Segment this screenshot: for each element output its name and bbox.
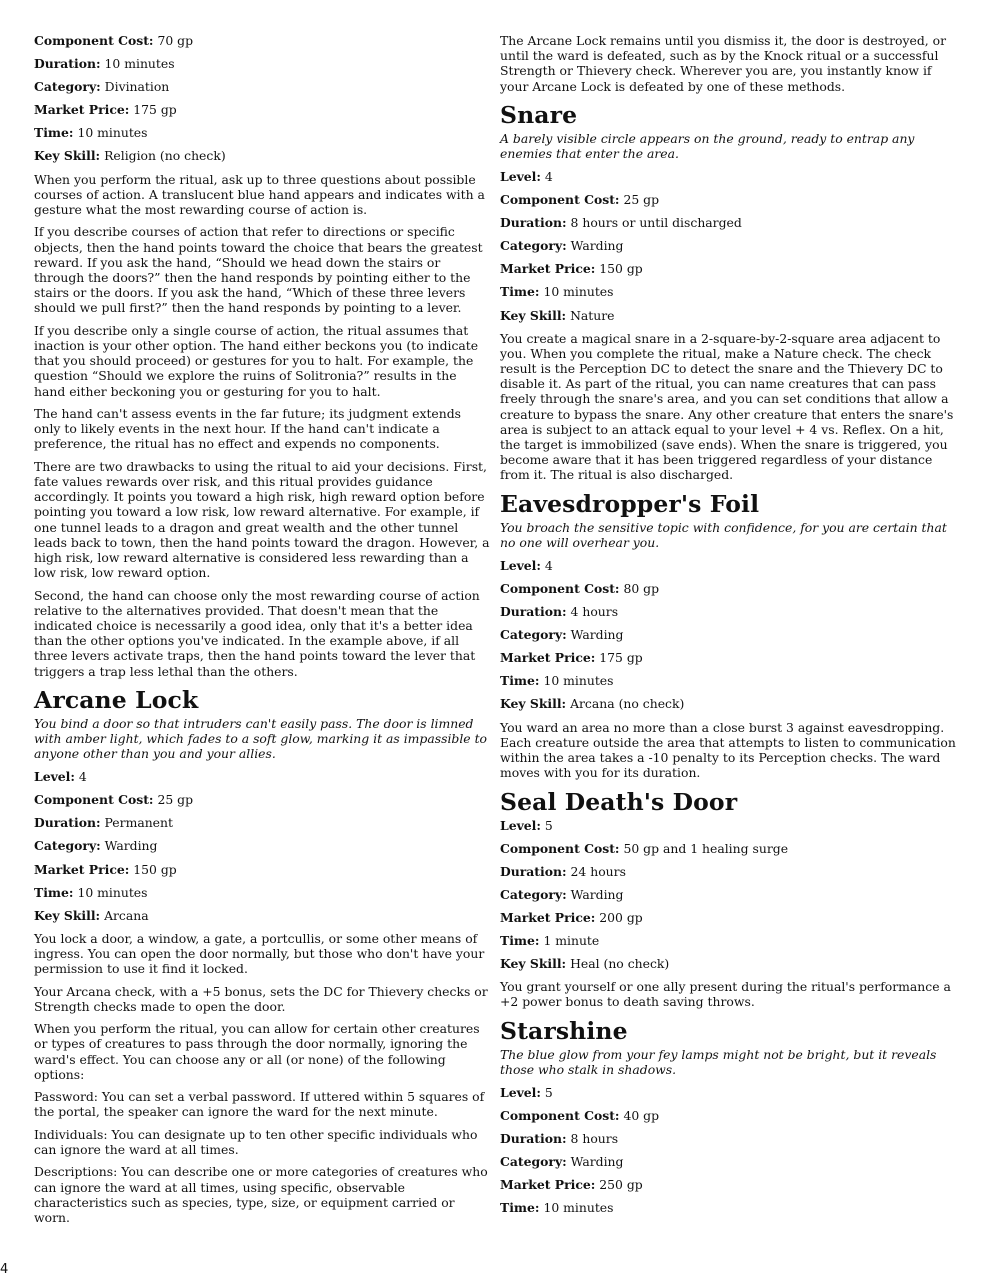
stat-line: Time: 1 minute (500, 933, 600, 948)
stat-line: Market Price: 200 gp (500, 909, 643, 925)
flavor-text: The blue glow from your fey lamps might not be bright, but it reveals those who stalk in shadows. (500, 1046, 937, 1077)
paragraph: You lock a door, a window, a gate, a portcullis, or some other means of ingress. You can open the door normally, but those who don't have your permission to use it find it locked. (34, 930, 485, 977)
stat-line: Level: 4 (500, 169, 553, 184)
stat-line: Duration: 10 minutes (34, 56, 175, 72)
stat-line: Key Skill: Heal (no check) (500, 956, 670, 972)
paragraph: Your Arcana check, with a +5 bonus, sets the DC for Thievery checks or Strength checks made to open the door. (34, 983, 488, 1014)
paragraph: When you perform the ritual, ask up to three questions about possible courses of action. A translucent blue hand appears and indicates with a gesture what the most rewarding course of action is. (34, 171, 485, 217)
paragraph: Password: You can set a verbal password. If uttered within 5 squares of the portal, the speaker can ignore the ward for the next minute. (34, 1089, 485, 1120)
section-heading-eavesdroppers-foil: Eavesdropper's Foil (500, 489, 760, 518)
paragraph: You ward an area no more than a close burst 3 against eavesdropping. Each creature outside the area that attempts to listen to communication within the area takes a -10 penalty to its Perception checks. The ward moves with you for its duration. (500, 719, 956, 781)
stat-line: Category: Warding (500, 886, 624, 902)
section-heading-starshine: Starshine (500, 1016, 628, 1045)
page-number: 4 (0, 1262, 9, 1277)
stat-line: Category: Warding (500, 238, 624, 254)
stat-line: Time: 10 minutes (500, 284, 614, 300)
stat-line: Category: Warding (500, 1154, 624, 1170)
paragraph: The Arcane Lock remains until you dismiss it, the door is destroyed, or until the ward is defeated, such as by the Knock ritual or a successful Strength or Thievery check. Wherever you are, you instantly know if your Arcane Lock is defeated by one of these methods. (500, 33, 947, 94)
left-column (34, 33, 490, 1232)
stat-line: Level: 4 (500, 557, 553, 573)
paragraph: You create a magical snare in a 2-square-by-2-square area adjacent to you. When you complete the ritual, make a Nature check. The check result is the Perception DC to detect the snare and the Thievery DC to disable it. As part of the ritual, you can name creatures that can pass freely through the snare's area, and you can set conditions that allow a creature to bypass the snare. Any other creature that enters the snare's area is subject to an attack equal to your level + 4 vs. Reflex. On a hit, the target is immobilized (save ends). When the snare is triggered, you become aware that it has been triggered regardless of your distance from it. The ritual is also discharged. (500, 330, 954, 483)
section-heading-seal-deaths-door: Seal Death's Door (500, 787, 738, 816)
stat-line: Market Price: 175 gp (34, 102, 177, 118)
flavor-text: A barely visible circle appears on the ground, ready to entrap any enemies that enter the area. (500, 131, 915, 162)
stat-line: Duration: Permanent (34, 815, 173, 831)
stat-line: Time: 10 minutes (500, 673, 614, 689)
stat-line: Level: 5 (500, 817, 553, 833)
stat-line: Component Cost: 70 gp (34, 33, 194, 48)
stat-line: Component Cost: 25 gp (500, 192, 660, 208)
stat-line: Duration: 8 hours (500, 1130, 619, 1146)
paragraph: Descriptions: You can describe one or more categories of creatures who can ignore the ward at all times, using specific, observable characteristics such as species, type, size, or equipment carried or worn. (34, 1164, 488, 1226)
stat-line: Key Skill: Nature (500, 307, 615, 323)
stat-line: Level: 4 (34, 769, 87, 785)
paragraph: You grant yourself or one ally present during the ritual's performance a +2 power bonus to death saving throws. (500, 979, 951, 1010)
stat-line: Time: 10 minutes (500, 1200, 614, 1216)
paragraph: Individuals: You can designate up to ten other specific individuals who can ignore the ward at all times. (34, 1126, 478, 1158)
section-heading-arcane-lock: Arcane Lock (34, 685, 199, 714)
stat-line: Category: Warding (34, 838, 158, 854)
stat-line: Category: Warding (500, 627, 624, 643)
stat-line: Key Skill: Religion (no check) (34, 148, 226, 164)
stat-line: Market Price: 150 gp (500, 261, 643, 277)
paragraph: Second, the hand can choose only the most rewarding course of action relative to the alternatives provided. That doesn't mean that the indicated choice is necessarily a good idea, only that it's a better idea than the other options you've indicated. In the example above, if all three levers activate traps, then the hand points toward the lever that triggers a trap less lethal than the others. (34, 587, 480, 679)
stat-line: Key Skill: Arcana (no check) (500, 696, 685, 712)
right-column (500, 33, 956, 1223)
flavor-text: You broach the sensitive topic with confidence, for you are certain that no one will overhear you. (500, 519, 947, 551)
paragraph: When you perform the ritual, you can allow for certain other creatures or types of creatures to pass through the door normally, ignoring the ward's effect. You can choose any or all (or none) of the following options: (34, 1021, 480, 1082)
flavor-text: You bind a door so that intruders can't easily pass. The door is limned with amber light, which fades to a soft glow, marking it as impassible to anyone other than you and your allies. (34, 715, 488, 762)
stat-line: Component Cost: 25 gp (34, 792, 194, 808)
stat-line: Component Cost: 50 gp and 1 healing surge (500, 840, 789, 856)
paragraph: The hand can't assess events in the far future; its judgment extends only to likely events in the next hour. If the hand can't indicate a preference, the ritual has no effect and expends no components. (34, 405, 462, 452)
section-heading-snare: Snare (500, 101, 578, 129)
stat-line: Level: 5 (500, 1084, 553, 1100)
paragraph: If you describe only a single course of action, the ritual assumes that inaction is your other option. The hand either beckons you (to indicate that you should proceed) or gestures for you to halt. For example, the question “Should we explore the ruins of Solitronia?” results in the hand either beckoning you or gesturing for you to halt. (34, 322, 479, 399)
stat-line: Key Skill: Arcana (34, 907, 149, 923)
stat-line: Component Cost: 80 gp (500, 580, 660, 596)
stat-line: Duration: 4 hours (500, 604, 619, 620)
stat-line: Market Price: 150 gp (34, 861, 177, 877)
paragraph: There are two drawbacks to using the ritual to aid your decisions. First, fate values rewards over risk, and this ritual provides guidance accordingly. It points you toward a high risk, high reward option before pointing you toward a low risk, low reward alternative. For example, if one tunnel leads to a dragon and great wealth and the other tunnel leads back to town, then the hand points toward the dragon. However, a high risk, low reward alternative is considered less rewarding than a low risk, low reward option. (34, 458, 490, 581)
stat-line: Category: Divination (34, 79, 170, 95)
stat-line: Time: 10 minutes (34, 884, 148, 900)
stat-line: Component Cost: 40 gp (500, 1107, 660, 1123)
stat-line: Duration: 8 hours or until discharged (500, 215, 742, 231)
stat-line: Market Price: 175 gp (500, 650, 643, 666)
stat-line: Market Price: 250 gp (500, 1177, 643, 1193)
stat-line: Time: 10 minutes (34, 125, 148, 141)
paragraph: If you describe courses of action that refer to directions or specific objects, then the hand points toward the choice that bears the greatest reward. If you ask the hand, “Should we head down the stairs or through the doors?” then the hand responds by pointing either to the stairs or the doors. If you ask the hand, “Which of these three levers should we pull first?” then the hand responds by pointing to a lever. (34, 224, 483, 316)
stat-line: Duration: 24 hours (500, 863, 626, 879)
